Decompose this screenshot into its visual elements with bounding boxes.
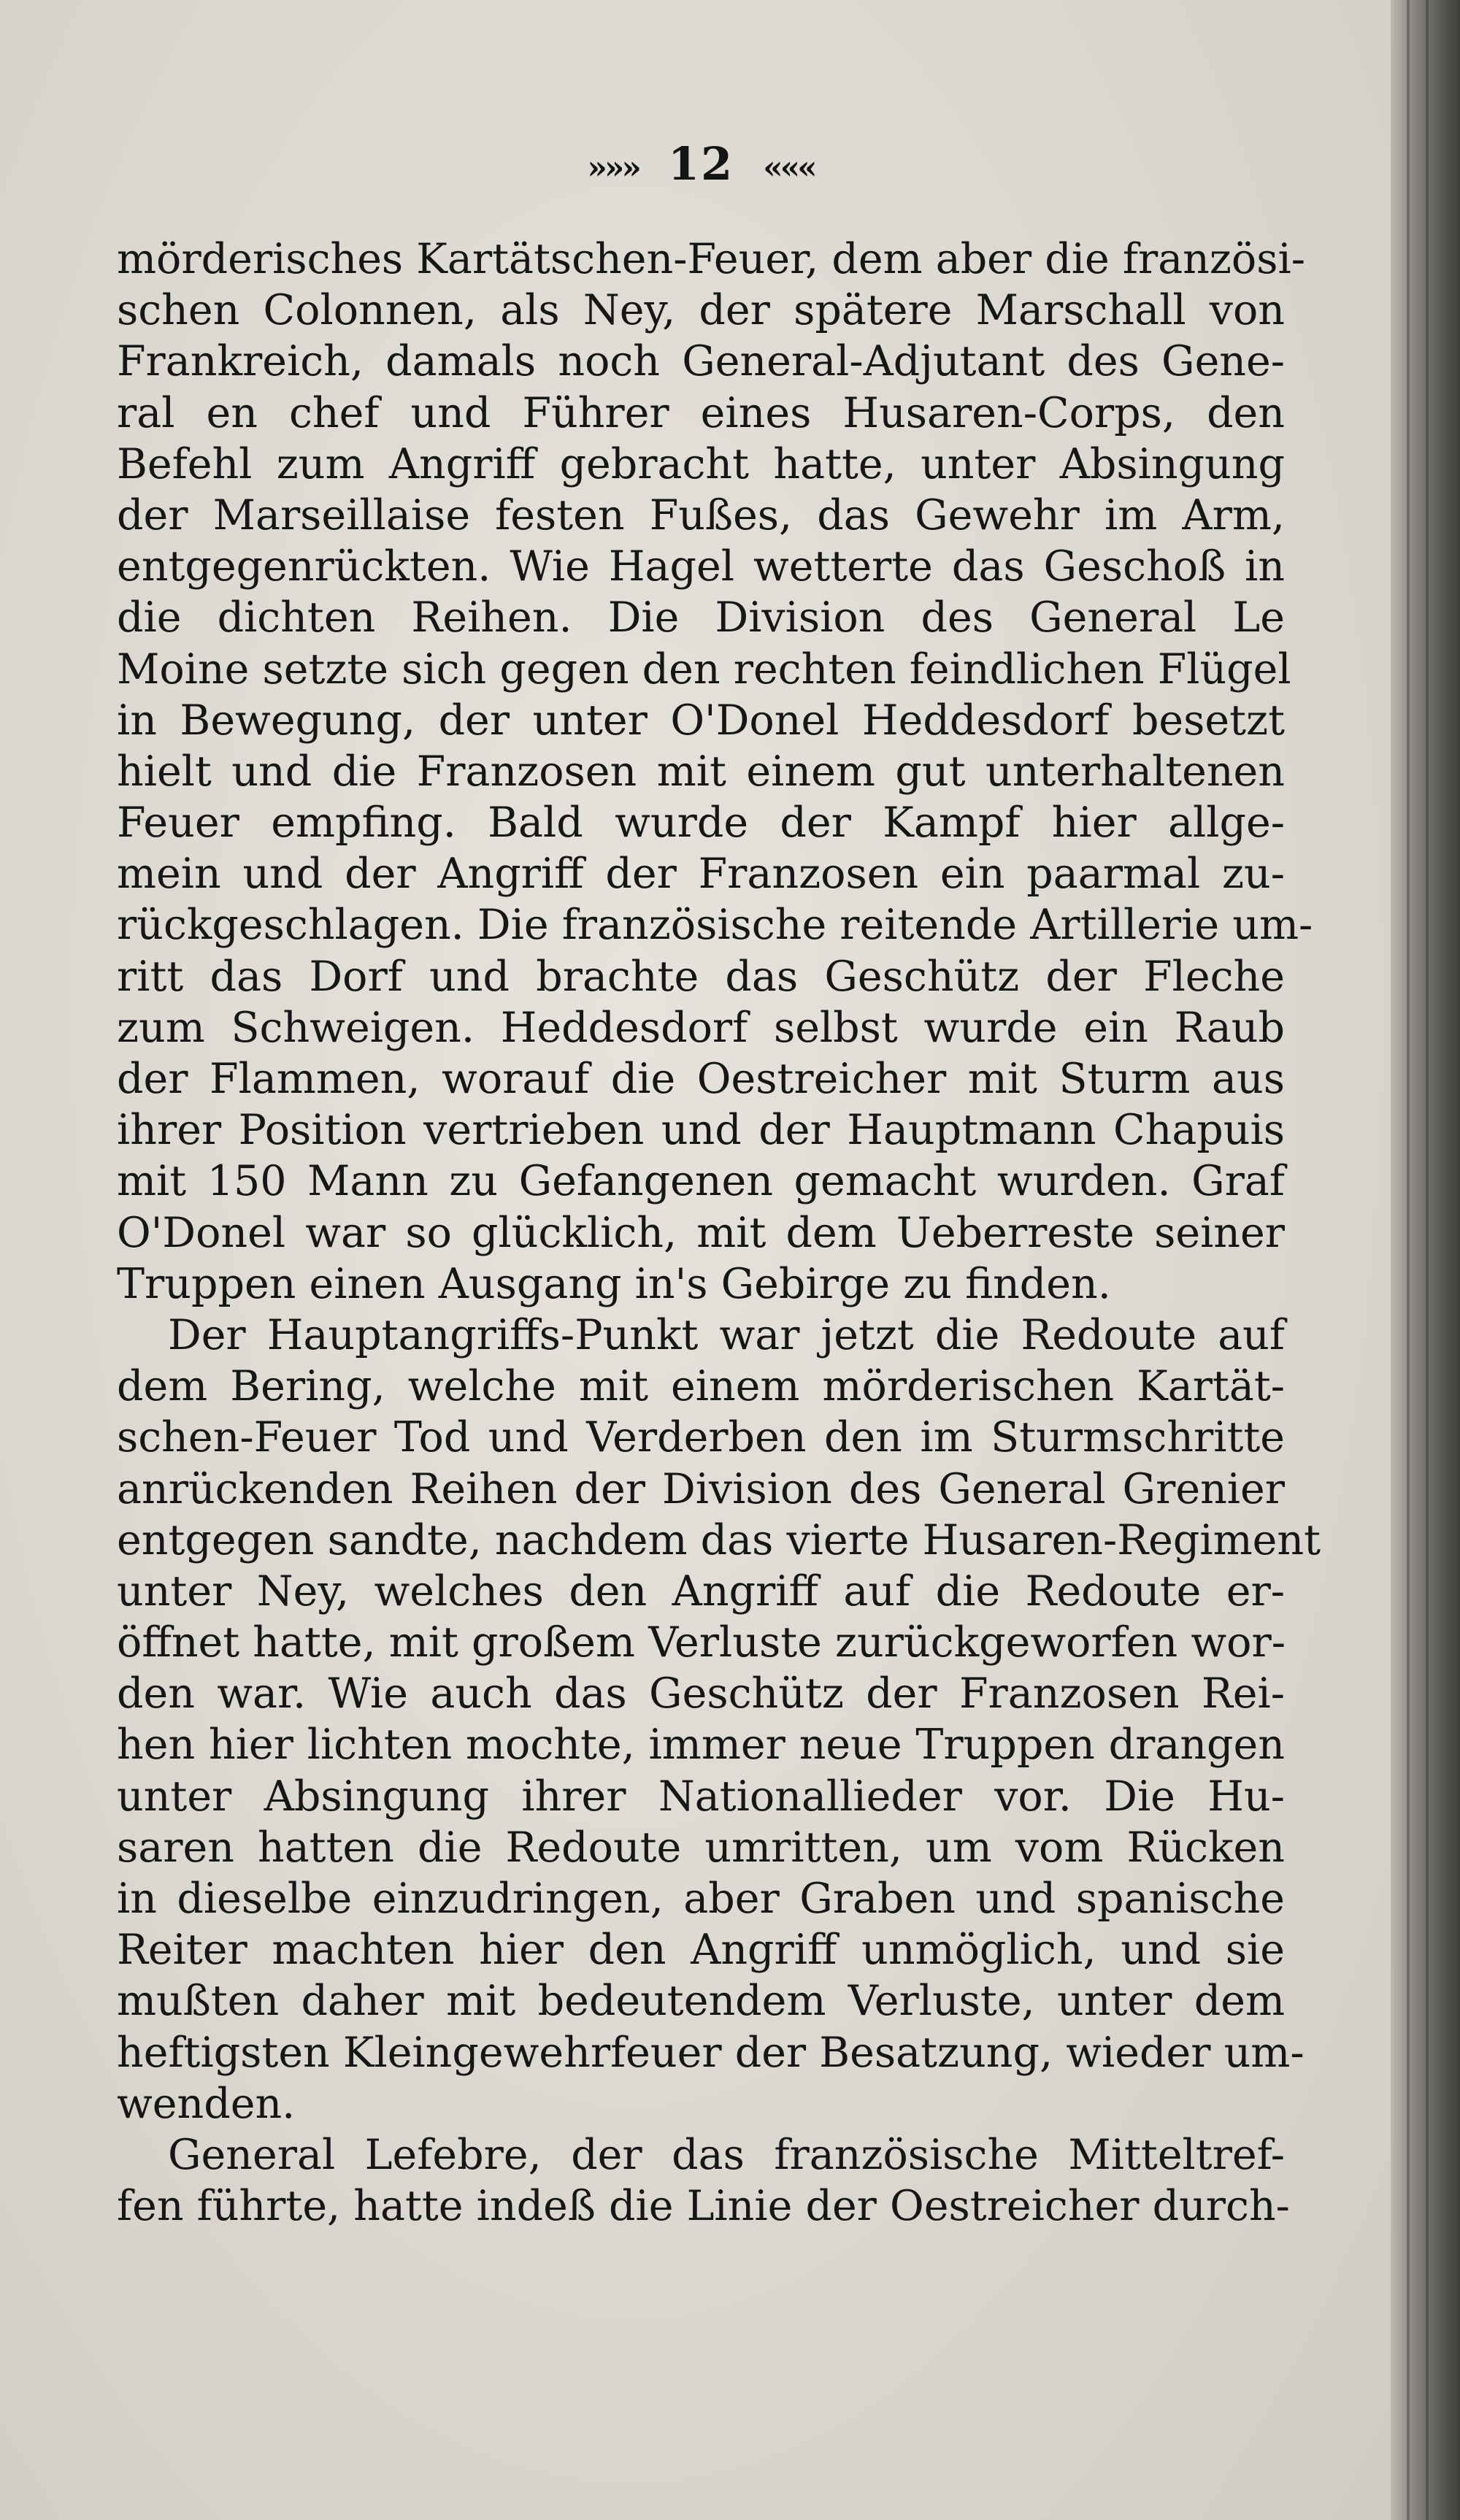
text-line: fen führte, hatte indeß die Linie der Oestreicher durch- (117, 2182, 1290, 2231)
text-line: unter Ney, welches den Angriff auf die Redoute er- (117, 1567, 1285, 1616)
text-line: in dieselbe einzudringen, aber Graben und spanische (117, 1875, 1285, 1923)
text-line: Befehl zum Angriff gebracht hatte, unter Absingung (117, 439, 1285, 488)
text-line: dem Bering, welche mit einem mörderischen Kartät- (117, 1362, 1285, 1411)
text-line: in Bewegung, der unter O'Donel Heddesdorf besetzt (117, 696, 1285, 745)
text-line: hielt und die Franzosen mit einem gut unterhaltenen (117, 747, 1285, 796)
text-line: wenden. (117, 2079, 296, 2128)
text-line: Der Hauptangriffs-Punkt war jetzt die Redoute auf (168, 1310, 1285, 1359)
text-line: saren hatten die Redoute umritten, um vom Rücken (117, 1823, 1285, 1872)
text-line: ral en chef und Führer eines Husaren-Corps, den (117, 388, 1285, 437)
text-line: die dichten Reihen. Die Division des General Le (117, 593, 1285, 642)
text-line: heftigsten Kleingewehrfeuer der Besatzung, wieder um- (117, 2028, 1305, 2077)
text-line: unter Absingung ihrer Nationallieder vor. Die Hu- (117, 1772, 1285, 1821)
page-edge-line (1426, 0, 1429, 2520)
text-line: Feuer empfing. Bald wurde der Kampf hier allge- (117, 799, 1285, 848)
text-line: Frankreich, damals noch General-Adjutant des Gene- (117, 337, 1285, 386)
page-edge-shadow (1391, 0, 1460, 2520)
text-line: der Marseillaise festen Fußes, das Gewehr im Arm, (117, 491, 1285, 539)
text-line: hen hier lichten mochte, immer neue Truppen drangen (117, 1721, 1285, 1770)
text-line: ihrer Position vertrieben und der Hauptmann Chapuis (117, 1106, 1285, 1155)
text-line: ritt das Dorf und brachte das Geschütz der Fleche (117, 952, 1285, 1001)
text-line: Reiter machten hier den Angriff unmöglich, und sie (117, 1926, 1285, 1975)
text-line: öffnet hatte, mit großem Verluste zurückgeworfen wor- (117, 1618, 1286, 1667)
text-line: General Lefebre, der das französische Mitteltref- (168, 2130, 1285, 2179)
text-line: mein und der Angriff der Franzosen ein paarmal zu- (117, 850, 1285, 899)
text-line: entgegenrückten. Wie Hagel wetterte das Geschoß in (117, 542, 1285, 591)
body-text (117, 234, 1321, 2232)
text-line: Truppen einen Ausgang in's Gebirge zu finden. (117, 1259, 1111, 1308)
page-edge-line (1407, 0, 1410, 2520)
left-ornament: »»» (587, 149, 639, 187)
text-line: den war. Wie auch das Geschütz der Franzosen Rei- (117, 1670, 1285, 1718)
text-line: mörderisches Kartätschen-Feuer, dem aber die französi- (117, 235, 1305, 283)
text-line: zum Schweigen. Heddesdorf selbst wurde ein Raub (117, 1003, 1285, 1052)
text-line: rückgeschlagen. Die französische reitende Artillerie um- (117, 901, 1313, 950)
text-line: O'Donel war so glücklich, mit dem Ueberreste seiner (117, 1208, 1285, 1257)
text-line: schen Colonnen, als Ney, der spätere Marschall von (117, 286, 1285, 335)
text-line: anrückenden Reihen der Division des General Grenier (117, 1464, 1285, 1513)
text-line: schen-Feuer Tod und Verderben den im Sturmschritte (117, 1413, 1285, 1462)
text-line: entgegen sandte, nachdem das vierte Husaren-Regiment (117, 1516, 1321, 1564)
text-line: mit 150 Mann zu Gefangenen gemacht wurden. Graf (117, 1157, 1285, 1206)
right-ornament: ««« (763, 149, 815, 187)
page-header (0, 137, 1402, 191)
text-line: mußten daher mit bedeutendem Verluste, unter dem (117, 1977, 1285, 2026)
text-line: der Flammen, worauf die Oestreicher mit Sturm aus (117, 1055, 1285, 1103)
text-line: Moine setzte sich gegen den rechten feindlichen Flügel (117, 645, 1291, 694)
page-number: 12 (667, 137, 734, 191)
